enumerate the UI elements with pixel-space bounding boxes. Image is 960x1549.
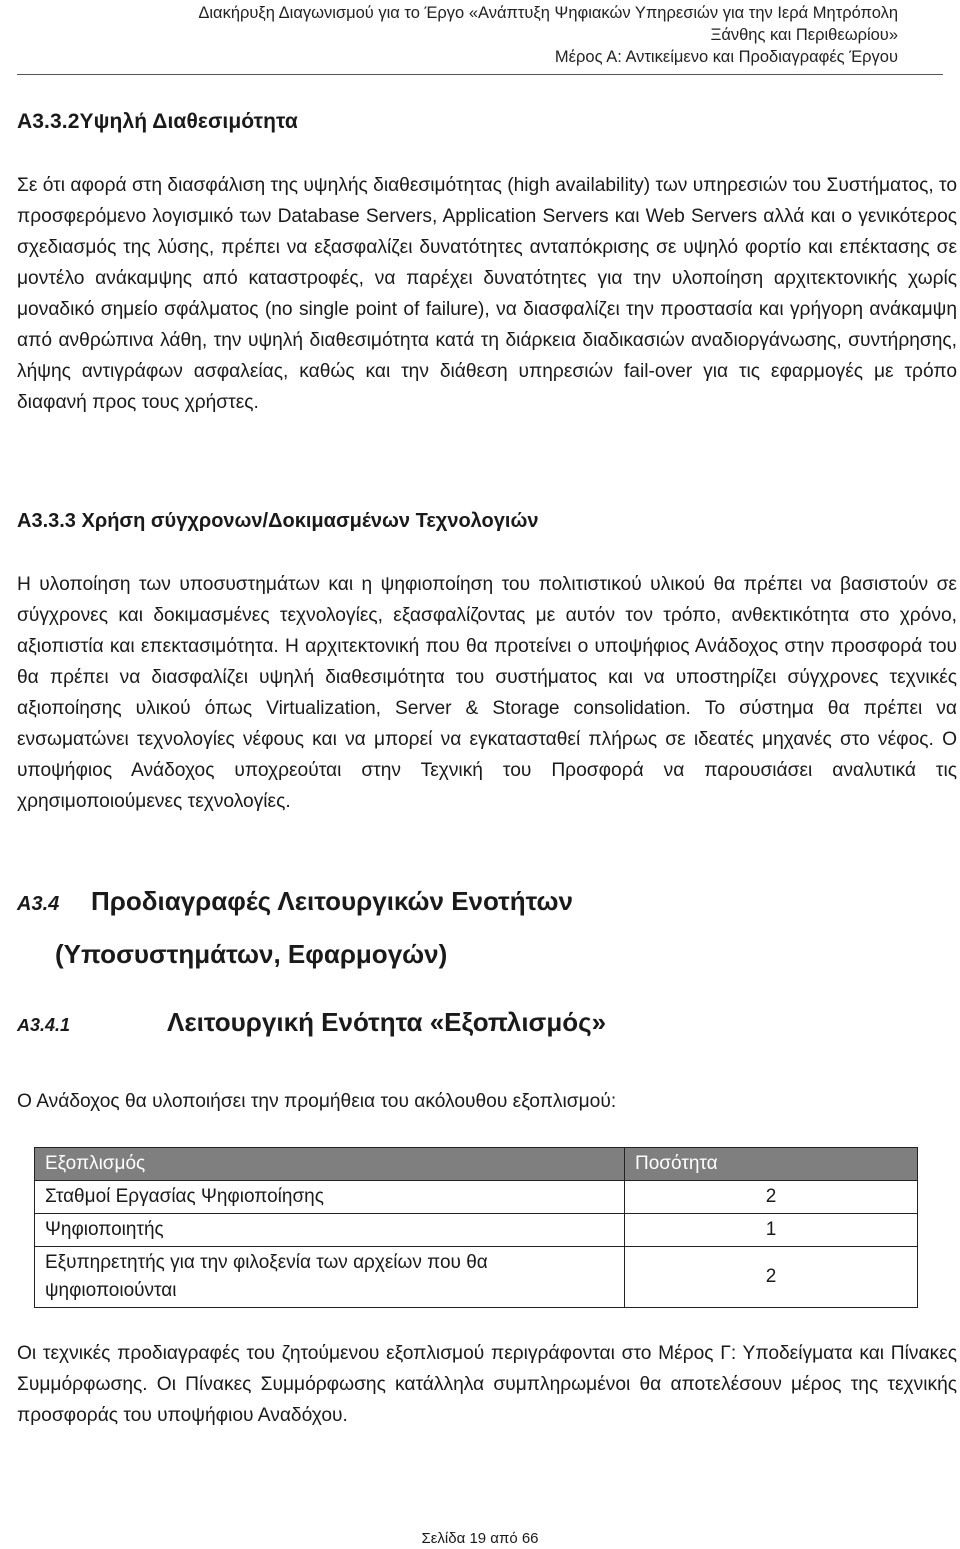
equipment-table [34, 1147, 918, 1308]
header-line-1: Διακήρυξη Διαγωνισμού για το Έργο «Ανάπτυξη Ψηφιακών Υπηρεσιών για την Ιερά Μητρόπολη [198, 4, 898, 22]
section-332-number: Α3.3.2 [17, 110, 80, 133]
header-line-2: Ξάνθης και Περιθεωρίου» [710, 26, 898, 44]
section-34-title-line2: (Υποσυστημάτων, Εφαρμογών) [55, 939, 448, 969]
section-341-title: Λειτουργική Ενότητα «Εξοπλισμός» [167, 1007, 607, 1037]
row-qty: 2 [625, 1181, 918, 1214]
section-332-heading [17, 110, 298, 134]
section-34-heading [17, 876, 573, 979]
row-item: Ψηφιοποιητής [35, 1214, 625, 1247]
header-quantity: Ποσότητα [625, 1148, 918, 1181]
row-item: Σταθμοί Εργασίας Ψηφιοποίησης [35, 1181, 625, 1214]
section-34-title-line1: Προδιαγραφές Λειτουργικών Ενοτήτων [91, 886, 573, 916]
header-line-3: Μέρος Α: Αντικείμενο και Προδιαγραφές Έργου [554, 48, 898, 66]
header-equipment: Εξοπλισμός [35, 1148, 625, 1181]
section-341-heading [17, 1007, 606, 1038]
page-header [198, 2, 898, 68]
table-row [35, 1247, 918, 1308]
section-333-heading: Α3.3.3 Χρήση σύγχρονων/Δοκιμασμένων Τεχνολογιών [17, 510, 539, 532]
section-341-number: Α3.4.1 [17, 1015, 71, 1035]
section-333-paragraph: Η υλοποίηση των υποσυστημάτων και η ψηφιοποίηση του πολιτιστικού υλικού θα πρέπει να βασιστούν σε σύγχρονες και δοκιμασμένες τεχνολογίες, εξασφαλίζοντας με αυτόν τον τρόπο, ανθεκτικότητα στο χρόνο, αξιοπιστία και επεκτασιμότητα. Η αρχιτεκτονική που θα προτείνει ο υποψήφιος Ανάδοχος στην προσφορά του θα πρέπει να διασφαλίζει υψηλή διαθεσιμότητα του συστήματος και να υποστηρίζει σύγχρονες τεχνικές αξιοποίησης υλικού όπως Virtualization, Server & Storage consolidation. Το σύστημα θα πρέπει να ενσωματώνει τεχνολογίες νέφους και να μπορεί να εγκατασταθεί πλήρως σε ιδεατές μηχανές στο νέφος. Ο υποψήφιος Ανάδοχος υποχρεούται στην Τεχνική του Προσφορά να παρουσιάσει αναλυτικά τις χρησιμοποιούμενες τεχνολογίες. [17, 574, 957, 812]
row-item: Εξυπηρετητής για την φιλοξενία των αρχείων που θα ψηφιοποιούνται [35, 1247, 625, 1308]
row-qty: 1 [625, 1214, 918, 1247]
table-header-row [35, 1148, 918, 1181]
table-row [35, 1181, 918, 1214]
row-qty: 2 [625, 1247, 918, 1308]
section-34-number: Α3.4 [17, 893, 60, 915]
section-332-paragraph: Σε ότι αφορά στη διασφάλιση της υψηλής διαθεσιμότητας (high availability) των υπηρεσιών του Συστήματος, το προσφερόμενο λογισμικό των Database Servers, Application Servers και Web Servers αλλά και ο γενικότερος σχεδιασμός της λύσης, πρέπει να εξασφαλίζει δυνατότητες ανταπόκρισης σε υψηλό φορτίο και επέκτασης σε μοντέλο ανάκαμψης από καταστροφές, να παρέχει δυνατότητες για την υλοποίηση αρχιτεκτονικής χωρίς μοναδικό σημείο σφάλματος (no single point of failure), να διασφαλίζει την προστασία και γρήγορη ανάκαμψη από ανθρώπινα λάθη, την υψηλή διαθεσιμότητα κατά τη διάρκεια διαδικασιών αναδιοργάνωσης, συντήρησης, λήψης αντιγράφων ασφαλείας, καθώς και την διάθεση υπηρεσιών fail-over για τις εφαρμογές με τρόπο διαφανή προς τους χρήστες. [17, 175, 957, 413]
header-divider [17, 74, 943, 75]
section-332-title: Υψηλή Διαθεσιμότητα [79, 110, 298, 133]
table-row [35, 1214, 918, 1247]
section-341-intro: Ο Ανάδοχος θα υλοποιήσει την προμήθεια του ακόλουθου εξοπλισμού: [17, 1091, 617, 1112]
section-341-closing: Οι τεχνικές προδιαγραφές του ζητούμενου εξοπλισμού περιγράφονται στο Μέρος Γ: Υποδείγματα και Πίνακες Συμμόρφωσης. Οι Πίνακες Συμμόρφωσης κατάλληλα συμπληρωμένοι θα αποτελέσουν μέρος της τεχνικής προσφοράς του υποψήφιου Αναδόχου. [17, 1343, 957, 1426]
page-number: Σελίδα 19 από 66 [421, 1530, 539, 1547]
